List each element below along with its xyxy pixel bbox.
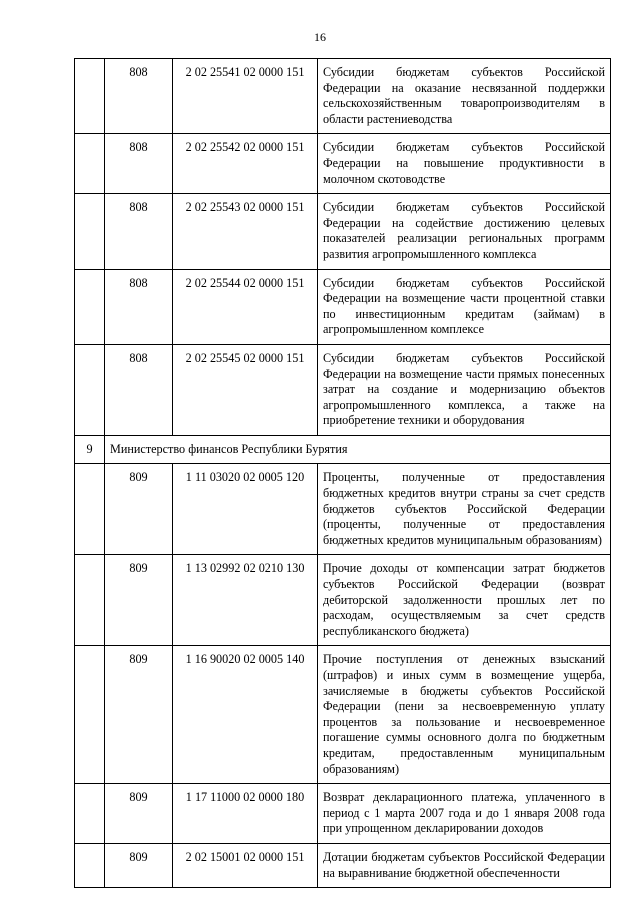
description-cell: Субсидии бюджетам субъектов Российской Федерации на оказание несвязанной поддержки сельскохозяйственным товаропроизводителям в области растениеводства: [318, 59, 611, 134]
admin-code-cell: 808: [105, 134, 173, 194]
description-cell: Прочие поступления от денежных взысканий (штрафов) и иных сумм в возмещение ущерба, зачисляемые в бюджеты субъектов Российской Федерации (пени за несвоевременную уплату процентов за пользование и несвоевременное погашение суммы основного долга по бюджетным кредитам, предоставленным муниципальным образованиям): [318, 646, 611, 784]
table-row: [75, 464, 611, 555]
admin-code-cell: 808: [105, 194, 173, 269]
ministry-row: [75, 435, 611, 464]
admin-code-cell: 809: [105, 464, 173, 555]
description-cell: Возврат декларационного платежа, уплаченного в период с 1 марта 2007 года и до 1 января 2008 года при упрощенном декларировании доходов: [318, 784, 611, 844]
table-row: [75, 59, 611, 134]
revenue-code-cell: 2 02 25543 02 0000 151: [173, 194, 318, 269]
description-cell: Прочие доходы от компенсации затрат бюджетов субъектов Российской Федерации (возврат дебиторской задолженности прошлых лет по расходам, осуществляемым за счет средств республиканского бюджета): [318, 555, 611, 646]
revenue-codes-table: [74, 58, 611, 888]
revenue-code-cell: 2 02 25541 02 0000 151: [173, 59, 318, 134]
admin-code-cell: 809: [105, 784, 173, 844]
row-number-cell: [75, 344, 105, 435]
admin-code-cell: 809: [105, 646, 173, 784]
revenue-code-cell: 1 17 11000 02 0000 180: [173, 784, 318, 844]
row-number-cell: [75, 555, 105, 646]
table-row: [75, 784, 611, 844]
description-cell: Субсидии бюджетам субъектов Российской Федерации на повышение продуктивности в молочном скотоводстве: [318, 134, 611, 194]
row-number-cell: [75, 59, 105, 134]
ministry-number: 9: [75, 435, 105, 464]
table-row: [75, 194, 611, 269]
row-number-cell: [75, 134, 105, 194]
admin-code-cell: 809: [105, 555, 173, 646]
description-cell: Субсидии бюджетам субъектов Российской Федерации на содействие достижению целевых показателей реализации региональных программ развития агропромышленного комплекса: [318, 194, 611, 269]
admin-code-cell: 808: [105, 59, 173, 134]
ministry-name: Министерство финансов Республики Бурятия: [105, 435, 611, 464]
revenue-code-cell: 1 16 90020 02 0005 140: [173, 646, 318, 784]
page-number: 16: [314, 30, 326, 44]
description-cell: Проценты, полученные от предоставления бюджетных кредитов внутри страны за счет средств бюджетов субъектов Российской Федерации (проценты, полученные от предоставления бюджетных кредитов муниципальным образованиям): [318, 464, 611, 555]
row-number-cell: [75, 646, 105, 784]
admin-code-cell: 808: [105, 344, 173, 435]
row-number-cell: [75, 194, 105, 269]
description-cell: Субсидии бюджетам субъектов Российской Федерации на возмещение части процентной ставки по инвестиционным кредитам (займам) в агропромышленном комплексе: [318, 269, 611, 344]
row-number-cell: [75, 843, 105, 887]
revenue-code-cell: 1 11 03020 02 0005 120: [173, 464, 318, 555]
table-row: [75, 134, 611, 194]
revenue-code-cell: 2 02 25545 02 0000 151: [173, 344, 318, 435]
row-number-cell: [75, 464, 105, 555]
table-row: [75, 646, 611, 784]
revenue-code-cell: 2 02 15001 02 0000 151: [173, 843, 318, 887]
revenue-code-cell: 2 02 25544 02 0000 151: [173, 269, 318, 344]
row-number-cell: [75, 784, 105, 844]
revenue-code-cell: 1 13 02992 02 0210 130: [173, 555, 318, 646]
row-number-cell: [75, 269, 105, 344]
table-row: [75, 344, 611, 435]
table-row: [75, 555, 611, 646]
table-row: [75, 269, 611, 344]
revenue-code-cell: 2 02 25542 02 0000 151: [173, 134, 318, 194]
description-cell: Дотации бюджетам субъектов Российской Федерации на выравнивание бюджетной обеспеченности: [318, 843, 611, 887]
admin-code-cell: 809: [105, 843, 173, 887]
description-cell: Субсидии бюджетам субъектов Российской Федерации на возмещение части прямых понесенных затрат на создание и модернизацию объектов агропромышленного комплекса, а также на приобретение техники и оборудования: [318, 344, 611, 435]
admin-code-cell: 808: [105, 269, 173, 344]
table-row: [75, 843, 611, 887]
